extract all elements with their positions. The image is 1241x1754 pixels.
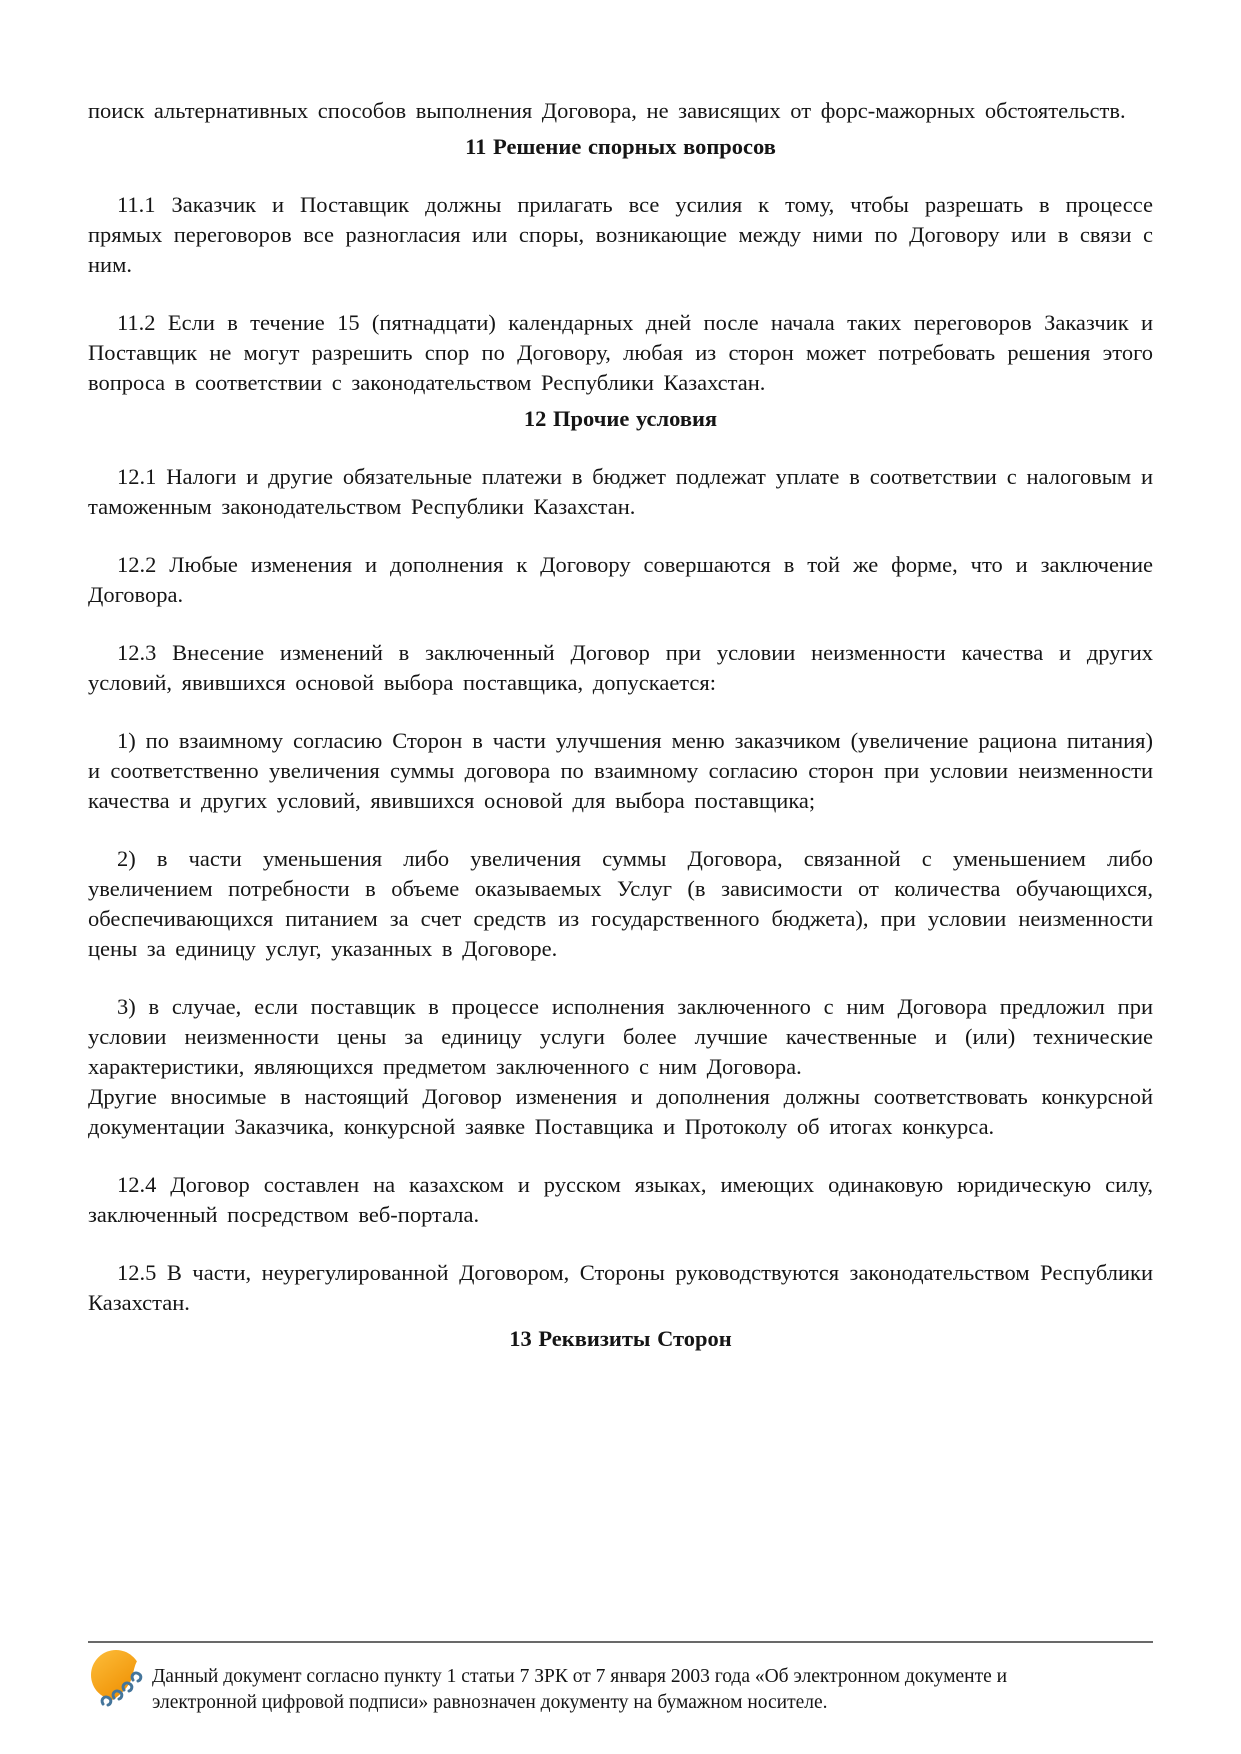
- paragraph-11-2: 11.2 Если в течение 15 (пятнадцати) календарных дней после начала таких переговоров Заказчик и Поставщик не могут разрешить спор по Договору, любая из сторон может потребовать решения этого вопроса в соответствии с законодательством Республики Казахстан.: [88, 310, 1153, 395]
- paragraph-12-4: 12.4 Договор составлен на казахском и русском языках, имеющих одинаковую юридическую силу, заключенный посредством веб-портала.: [88, 1172, 1153, 1227]
- paragraph-11-1: 11.1 Заказчик и Поставщик должны прилагать все усилия к тому, чтобы разрешать в процессе прямых переговоров все разногласия или споры, возникающие между ними по Договору или в связи с ним.: [88, 192, 1153, 277]
- paragraph-12-3: 12.3 Внесение изменений в заключенный Договор при условии неизменности качества и других условий, явившихся основой выбора поставщика, допускается:: [88, 640, 1153, 695]
- paragraph-12-3-item-2: 2) в части уменьшения либо увеличения суммы Договора, связанной с уменьшением либо увеличением потребности в объеме оказываемых Услуг (в зависимости от количества обучающихся, обеспечивающихся питанием за счет средств из государственного бюджета), при условии неизменности цены за единицу услуг, указанных в Договоре.: [88, 846, 1153, 961]
- paragraph-12-3-item-3: 3) в случае, если поставщик в процессе исполнения заключенного с ним Договора предложил при условии неизменности цены за единицу услуги более лучшие качественные и (или) технические характеристики, являющихся предметом заключенного с ним Договора.: [88, 994, 1153, 1079]
- paragraph-12-5: 12.5 В части, неурегулированной Договором, Стороны руководствуются законодательством Республики Казахстан.: [88, 1260, 1153, 1315]
- paragraph-12-1: 12.1 Налоги и другие обязательные платежи в бюджет подлежат уплате в соответствии с налоговым и таможенным законодательством Республики Казахстан.: [88, 464, 1153, 519]
- portal-logo: [90, 1648, 146, 1710]
- section-12-heading: 12 Прочие условия: [523, 406, 718, 431]
- paragraph-12-2: 12.2 Любые изменения и дополнения к Договору совершаются в той же форме, что и заключение Договора.: [88, 552, 1153, 607]
- portal-logo-icon: [90, 1648, 146, 1710]
- footer-divider: [88, 1641, 1153, 1643]
- paragraph-12-3-continuation: Другие вносимые в настоящий Договор изменения и дополнения должны соответствовать конкурсной документации Заказчика, конкурсной заявке Поставщика и Протоколу об итогах конкурса.: [88, 1084, 1153, 1139]
- section-11-heading: 11 Решение спорных вопросов: [465, 134, 776, 159]
- footer-legal-text: Данный документ согласно пункту 1 статьи 7 ЗРК от 7 января 2003 года «Об электронном документе и электронной цифровой подписи» равнозначен документу на бумажном носителе.: [152, 1665, 1008, 1713]
- paragraph-12-3-item-1: 1) по взаимному согласию Сторон в части улучшения меню заказчиком (увеличение рациона питания) и соответственно увеличения суммы договора по взаимному согласию сторон при условии неизменности качества и других условий, явившихся основой для выбора поставщика;: [88, 728, 1153, 813]
- section-13-heading: 13 Реквизиты Сторон: [509, 1326, 732, 1351]
- contract-text-block: [88, 0, 1153, 1354]
- intro-paragraph: поиск альтернативных способов выполнения Договора, не зависящих от форс-мажорных обстоятельств.: [88, 98, 1126, 123]
